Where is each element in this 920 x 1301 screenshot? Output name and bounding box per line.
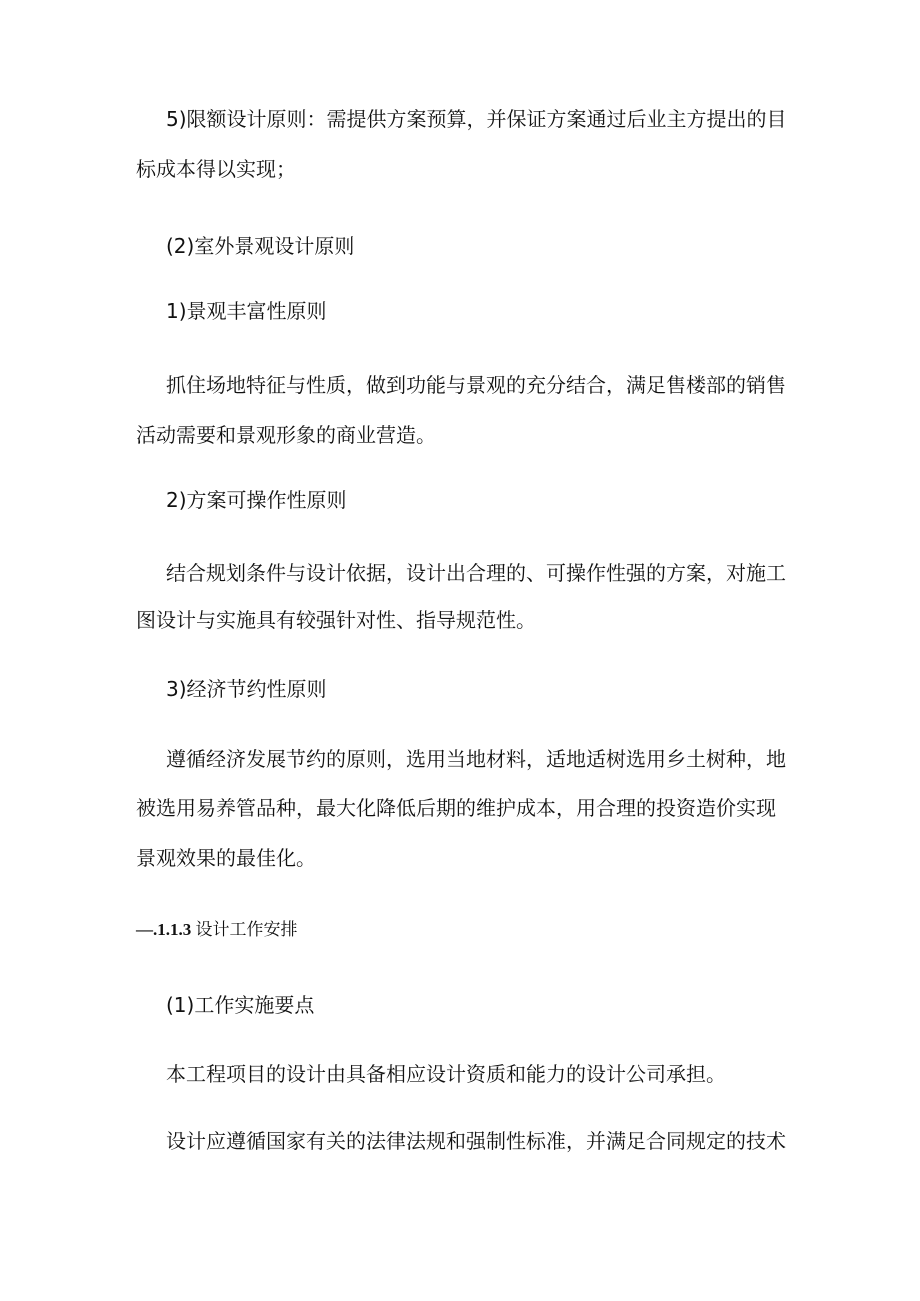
paragraph-line: 景观效果的最佳化。 — [136, 846, 316, 870]
paragraph-line: 结合规划条件与设计依据，设计出合理的、可操作性强的方案，对施工 — [166, 561, 786, 585]
subsection-heading: 2)方案可操作性原则 — [166, 488, 347, 512]
paragraph-line: 被选用易养管品种，最大化降低后期的维护成本，用合理的投资造价实现 — [136, 796, 776, 820]
numbered-heading — [136, 916, 298, 944]
paragraph-line: 设计应遵循国家有关的法律法规和强制性标准，并满足合同规定的技术 — [166, 1129, 786, 1153]
subsection-heading: 3)经济节约性原则 — [166, 677, 327, 701]
paragraph-line: 活动需要和景观形象的商业营造。 — [136, 423, 436, 447]
section-heading: (2)室外景观设计原则 — [166, 234, 355, 258]
subsection-heading: 1)景观丰富性原则 — [166, 299, 327, 323]
paragraph-line: 抓住场地特征与性质，做到功能与景观的充分结合，满足售楼部的销售 — [166, 373, 786, 397]
paragraph-line: 标成本得以实现； — [136, 157, 296, 181]
paragraph-line: 5)限额设计原则：需提供方案预算，并保证方案通过后业主方提出的目 — [166, 107, 787, 131]
section-heading: (1)工作实施要点 — [166, 993, 315, 1017]
paragraph-line: 遵循经济发展节约的原则，选用当地材料，适地适树选用乡土树种，地 — [166, 747, 786, 771]
paragraph-line: 图设计与实施具有较强针对性、指导规范性。 — [136, 608, 536, 632]
paragraph-line: 本工程项目的设计由具备相应设计资质和能力的设计公司承担。 — [166, 1062, 726, 1086]
heading-number: —.1.1.3 — [136, 920, 192, 939]
heading-title: 设计工作安排 — [195, 920, 298, 940]
